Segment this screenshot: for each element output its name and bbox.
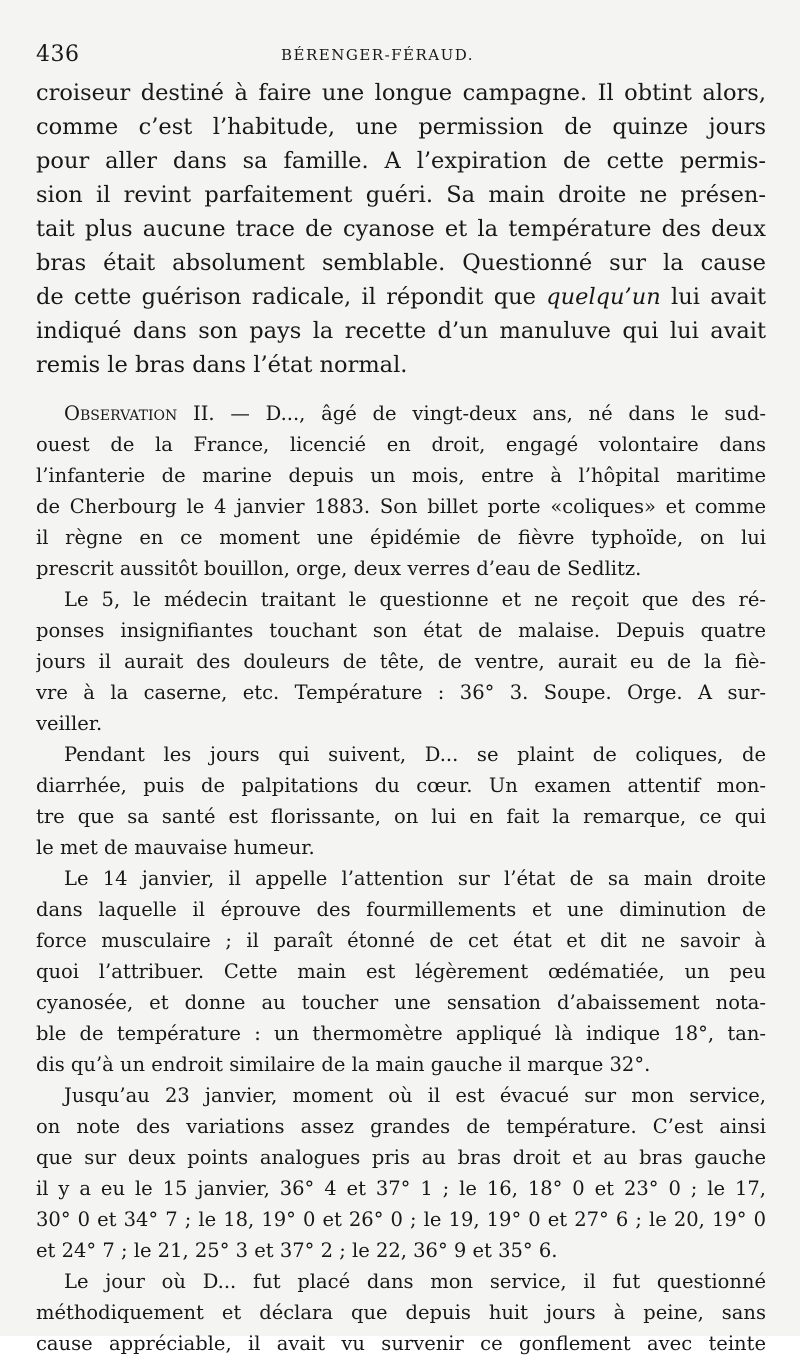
text-line: Jusqu’au 23 janvier, moment où il est évacué sur mon service, — [64, 1084, 766, 1107]
text-line: croiseur destiné à faire une longue campagne. Il obtint alors, — [36, 80, 766, 106]
text-line: ble de température : un thermomètre appliqué là indique 18°, tan- — [36, 1022, 766, 1045]
paragraph-le-23 — [36, 1080, 766, 1266]
text-line: l’infanterie de marine depuis un mois, entre à l’hôpital maritime — [36, 464, 766, 487]
running-head: BÉRENGER-FÉRAUD. — [281, 46, 475, 64]
text-line: ponses insignifiantes touchant son état de malaise. Depuis quatre — [36, 619, 766, 642]
text-line: jours il aurait des douleurs de tête, de ventre, aurait eu de la fiè- — [36, 650, 766, 673]
text-line: tait plus aucune trace de cyanose et la température des deux — [36, 216, 766, 242]
text-line — [36, 398, 766, 429]
text-line: il y a eu le 15 janvier, 36° 4 et 37° 1 ; le 16, 18° 0 et 23° 0 ; le 17, — [36, 1177, 766, 1200]
paragraph-pendant — [36, 739, 766, 863]
text-segment: de cette guérison radicale, il répondit que — [36, 284, 547, 310]
text-line: cause appréciable, il avait vu survenir ce gonflement avec teinte — [36, 1332, 766, 1355]
text-line: Pendant les jours qui suivent, D... se plaint de coliques, de — [64, 743, 766, 766]
italic-word: quelqu’un — [546, 284, 661, 310]
text-line: Le 5, le médecin traitant le questionne et ne reçoit que des ré- — [64, 588, 766, 611]
observation-heading: Observation II. — [64, 402, 215, 425]
text-line: sion il revint parfaitement guéri. Sa main droite ne présen- — [36, 182, 766, 208]
text-line: comme c’est l’habitude, une permission de quinze jours — [36, 114, 766, 140]
text-line: bras était absolument semblable. Questionné sur la cause — [36, 250, 766, 276]
text-line: Le 14 janvier, il appelle l’attention sur l’état de sa main droite — [64, 867, 766, 890]
text-line: Le jour où D... fut placé dans mon service, il fut questionné — [64, 1270, 766, 1293]
text-line: force musculaire ; il paraît étonné de cet état et dit ne savoir à — [36, 929, 766, 952]
text-line: le met de mauvaise humeur. — [36, 836, 315, 859]
text-line: indiqué dans son pays la recette d’un manuluve qui lui avait — [36, 318, 766, 344]
text-line: on note des variations assez grandes de température. C’est ainsi — [36, 1115, 766, 1138]
text-line: cyanosée, et donne au toucher une sensation d’abaissement nota- — [36, 991, 766, 1014]
text-line: que sur deux points analogues pris au bras droit et au bras gauche — [36, 1146, 766, 1169]
text-line: méthodiquement et déclara que depuis huit jours à peine, sans — [36, 1301, 766, 1324]
text-line: de Cherbourg le 4 janvier 1883. Son billet porte «coliques» et comme — [36, 495, 766, 518]
text-line: pour aller dans sa famille. A l’expiration de cette permis- — [36, 148, 766, 174]
text-line: dans laquelle il éprouve des fourmillements et une diminution de — [36, 898, 766, 921]
text-line: ouest de la France, licencié en droit, engagé volontaire dans — [36, 433, 766, 456]
text-line: veiller. — [36, 712, 103, 735]
text-line: quoi l’attribuer. Cette main est légèrement œdématiée, un peu — [36, 960, 766, 983]
text-line — [36, 280, 766, 314]
text-line: et 24° 7 ; le 21, 25° 3 et 37° 2 ; le 22, 36° 9 et 35° 6. — [36, 1239, 558, 1262]
text-segment: lui avait — [660, 284, 766, 310]
text-line: prescrit aussitôt bouillon, orge, deux verres d’eau de Sedlitz. — [36, 557, 642, 580]
paragraph-le-jour — [36, 1266, 766, 1359]
body-text — [36, 76, 766, 1359]
paragraph-continuation — [36, 76, 766, 382]
text-segment: — D..., âgé de vingt-deux ans, né dans le sud- — [214, 402, 766, 425]
text-line: vre à la caserne, etc. Température : 36° 3. Soupe. Orge. A sur- — [36, 681, 766, 704]
text-line: dis qu’à un endroit similaire de la main gauche il marque 32°. — [36, 1053, 651, 1076]
text-line: 30° 0 et 34° 7 ; le 18, 19° 0 et 26° 0 ; le 19, 19° 0 et 27° 6 ; le 20, 19° 0 — [36, 1208, 766, 1231]
observation-section — [36, 398, 766, 1359]
observation-paragraph — [36, 398, 766, 584]
page-number: 436 — [36, 42, 80, 67]
text-line: remis le bras dans l’état normal. — [36, 352, 408, 378]
text-line: il règne en ce moment une épidémie de fièvre typhoïde, on lui — [36, 526, 766, 549]
text-line: tre que sa santé est florissante, on lui en fait la remarque, ce qui — [36, 805, 766, 828]
paragraph-le-14 — [36, 863, 766, 1080]
page-header — [36, 40, 764, 70]
text-line: diarrhée, puis de palpitations du cœur. Un examen attentif mon- — [36, 774, 766, 797]
paragraph-le-5 — [36, 584, 766, 739]
